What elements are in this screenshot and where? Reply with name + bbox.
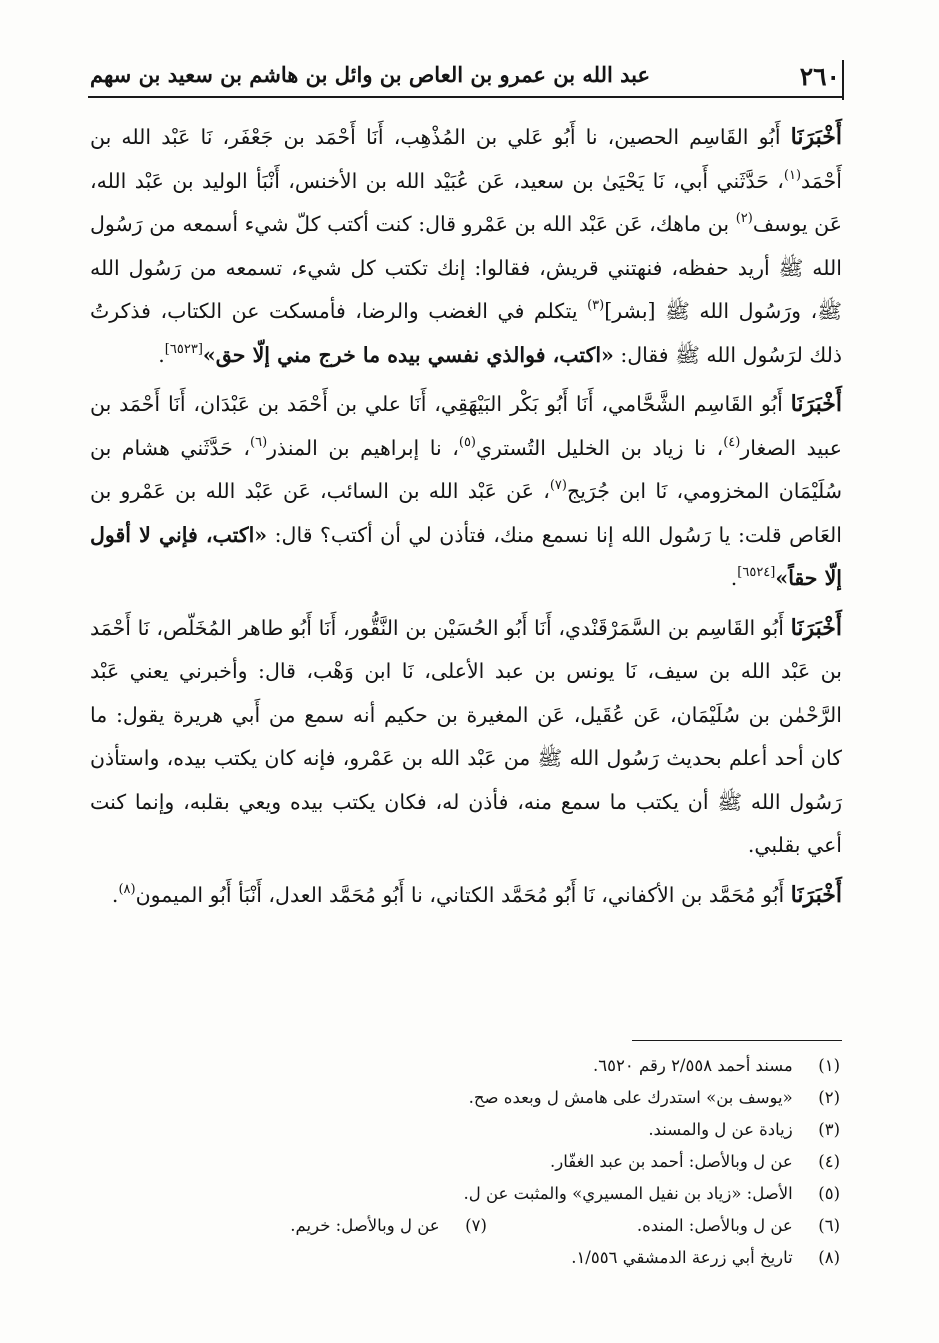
text-run: ، نا زياد بن الخليل التُستري	[476, 435, 724, 460]
footnote-ref: (٥)	[458, 434, 476, 450]
lead-word: أَخْبَرَنَا	[790, 881, 842, 908]
footnote-number: (٢)	[818, 1088, 840, 1107]
hadith-quote: «اكتب، فوالذي نفسي بيده ما خرج مني إلّا حق»	[202, 342, 614, 367]
footnote-item	[593, 1050, 840, 1082]
footnote-ref: (٤)	[723, 434, 741, 450]
page-header	[88, 52, 844, 98]
footnote-ref: (٧)	[549, 478, 567, 493]
header-vertical-bar	[842, 60, 844, 100]
footnote-ref: (٣)	[587, 298, 605, 313]
text-run: ، عَن عَبْد الله بن السائب، عَن عَبْد الله بن عَمْرو بن العَاص قلت: يا رَسُول الله إنا نسمع منك، فتأذن لي أن أكتب؟ قال:	[90, 479, 843, 547]
footnote-item	[463, 1178, 840, 1210]
text-run: بن ماهك، عَن عَبْد الله بن عَمْرو قال: كنت أكتب كلّ شيء أسمعه من رَسُول الله ﷺ أريد حفظه، فنهتني قريش، فقالوا: إنك تكتب كل شيء، تسمعه من رَسُول الله ﷺ، ورَسُول الله ﷺ [بشر]	[90, 212, 842, 323]
footnote-text: تاريخ أبي زرعة الدمشقي ١/٥٥٦.	[571, 1248, 793, 1267]
footnote-text: زيادة عن ل والمسند.	[648, 1120, 793, 1139]
footnote-item	[648, 1114, 840, 1146]
footnote-gap	[487, 1210, 637, 1242]
text-run: ، حَدَّثَني هشام بن سُلَيْمَان المخزومي، نَا ابن جُرَيج	[90, 435, 843, 503]
footnote-number: (٤)	[818, 1152, 840, 1171]
lead-word: أَخْبَرَنَا	[790, 391, 842, 417]
lead-word: أَخْبَرَنَا	[790, 124, 842, 150]
text-run: يتكلم في الغضب والرضا، فأمسكت عن الكتاب، فذكرتُ ذلك لرَسُول الله ﷺ فقال:	[90, 299, 842, 367]
footnote-row	[90, 1210, 840, 1242]
text-run: أَبُو القَاسِم الشَّحَّامي، أَنَا أَبُو بَكْر البَيْهَقِي، أَنَا علي بن أَحْمَد بن عَبْدَان، أَنَا أَحْمَد بن عبيد الصغار	[90, 392, 842, 460]
footnote-text: عن ل وبالأصل: المنده.	[636, 1216, 793, 1235]
footnote-item	[571, 1242, 840, 1274]
running-title: عبد الله بن عمرو بن العاص بن وائل بن هاشم بن سعيد بن سهم	[90, 62, 651, 87]
footnotes	[90, 1050, 840, 1274]
paragraph	[90, 383, 842, 601]
text-run: أَبُو مُحَمَّد بن الأكفاني، نَا أَبُو مُحَمَّد الكتاني، نا أَبُو مُحَمَّد العدل، أَنْبَأ أَبُو الميمون	[135, 882, 791, 907]
text-run: أَبُو القَاسِم بن السَّمَرْقَنْدي، أَنَا أَبُو الحُسَيْن بن النَّقُّور، أَنَا أَبُو طاهر المُخَلّص، نَا أَحْمَد بن عَبْد الله بن سيف، نَا يونس بن عبد الأعلى، نَا ابن وَهْب، قال: وأخبرني يعني عَبْد الرَّحْمٰن بن سُلَيْمَان، عَن عُقَيل، عَن المغيرة بن حكيم أنه سمع من أَبي هريرة يقول: ما كان أحد أعلم بحديث رَسُول الله ﷺ من عَبْد الله بن عَمْرو، فإنه كان يكتب بيده، واستأذن رَسُول الله ﷺ أن يكتب ما سمع منه، فأذن له، فكان يكتب بيده ويعي بقلبه، وإنما كنت أعي بقلبي.	[90, 615, 842, 857]
footnote-text: الأصل: «زياد بن نفيل المسيري» والمثبت عن ل.	[463, 1184, 793, 1203]
footnote-item	[550, 1146, 840, 1178]
footnote-divider	[632, 1040, 842, 1041]
footnote-ref: [٦٥٢٣]	[164, 341, 203, 357]
text-run: .	[730, 566, 738, 590]
footnote-text: عن ل وبالأصل: خريم.	[290, 1216, 440, 1235]
footnote-ref: (٨)	[118, 881, 136, 897]
text-run: ، حَدَّثَني أَبي، نَا يَحْيَىٰ بن سعيد، عَن عُبَيْد الله بن الأخنس، أَنْبَأ الوليد بن عَبْد الله، عَن يوسف	[90, 168, 842, 236]
footnote-ref: (٢)	[735, 211, 753, 226]
footnote-ref: [٦٥٢٤]	[737, 565, 776, 580]
text-run: .	[111, 882, 119, 907]
footnote-text: عن ل وبالأصل: أحمد بن عبد الغفّار.	[550, 1152, 793, 1171]
footnote-item	[290, 1210, 487, 1242]
text-run: أَبُو القَاسِم الحصين، نا أَبُو عَلي بن المُذْهِب، أَنَا أَحْمَد بن جَعْفَر، نَا عَبْد الله بن أَحْمَد	[90, 125, 842, 193]
footnote-text: «يوسف بن» استدرك على هامش ل وبعده صح.	[468, 1088, 793, 1107]
footnote-number: (٥)	[818, 1184, 840, 1203]
main-text	[90, 116, 842, 923]
page-number: ٢٦٠	[799, 62, 840, 91]
footnote-row	[90, 1082, 840, 1114]
paragraph	[90, 116, 842, 377]
footnote-number: (١)	[818, 1056, 840, 1075]
paragraph	[90, 607, 842, 868]
footnote-item	[637, 1210, 840, 1242]
footnote-item	[469, 1082, 840, 1114]
hadith-quote: «اكتب، فإني لا أقول إلّا حقاً»	[90, 522, 842, 590]
footnote-number: (٨)	[818, 1248, 840, 1267]
footnote-row	[90, 1114, 840, 1146]
footnote-row	[90, 1146, 840, 1178]
text-run: .	[158, 342, 165, 367]
footnote-number: (٧)	[465, 1216, 487, 1235]
footnote-row	[90, 1242, 840, 1274]
footnote-number: (٣)	[818, 1120, 840, 1139]
lead-word: أَخْبَرَنَا	[790, 614, 842, 641]
text-run: ، نا إبراهيم بن المنذر	[267, 435, 459, 460]
footnote-text: مسند أحمد ٢/٥٥٨ رقم ٦٥٢٠.	[593, 1056, 793, 1075]
footnote-number: (٦)	[818, 1216, 840, 1235]
footnote-ref: (١)	[783, 167, 802, 183]
footnote-ref: (٦)	[250, 434, 268, 450]
footnote-row	[90, 1050, 840, 1082]
footnote-row	[90, 1178, 840, 1210]
paragraph	[90, 874, 842, 918]
